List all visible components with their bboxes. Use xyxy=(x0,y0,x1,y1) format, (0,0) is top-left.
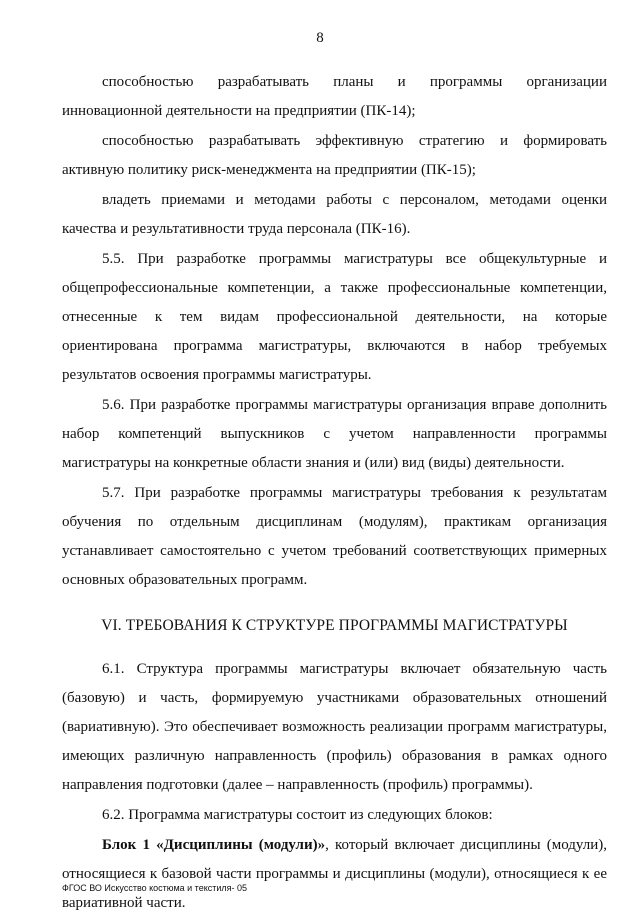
paragraph-6-1: 6.1. Структура программы магистратуры включает обязательную часть (базовую) и часть, формируемую участниками образовательных отношений (вариативную). Это обеспечивает возможность реализации программ магистратуры, имеющих различную направленность (профиль) образования в рамках одного направления подготовки (далее – направленность (профиль) программы). xyxy=(62,661,607,793)
paragraph-pk15: способностью разрабатывать эффективную стратегию и формировать активную политику риск-менеджмента на предприятии (ПК-15); xyxy=(62,133,607,178)
paragraph-5-5: 5.5. При разработке программы магистратуры все общекультурные и общепрофессиональные компетенции, а также профессиональные компетенции, отнесенные к тем видам профессиональной деятельности, на которые ориентирована программа магистратуры, включаются в набор требуемых результатов освоения программы магистратуры. xyxy=(62,251,607,383)
page-content xyxy=(62,68,607,919)
block-1-description: , который включает дисциплины (модули), относящиеся к базовой части программы и дисциплины (модули), относящиеся к ее вариативной части. xyxy=(62,837,608,911)
paragraph-6-2: 6.2. Программа магистратуры состоит из следующих блоков: xyxy=(102,807,493,823)
page-number: 8 xyxy=(316,30,324,46)
paragraph-pk14: способностью разрабатывать планы и программы организации инновационной деятельности на предприятии (ПК-14); xyxy=(62,74,607,119)
section-heading: VI. ТРЕБОВАНИЯ К СТРУКТУРЕ ПРОГРАММЫ МАГИСТРАТУРЫ xyxy=(101,617,568,634)
paragraph-pk16: владеть приемами и методами работы с персоналом, методами оценки качества и результативности труда персонала (ПК-16). xyxy=(62,192,607,237)
paragraph-5-6: 5.6. При разработке программы магистратуры организация вправе дополнить набор компетенций выпускников с учетом направленности программы магистратуры на конкретные области знания и (или) вид (виды) деятельности. xyxy=(62,397,607,471)
block-1-title: Блок 1 «Дисциплины (модули)» xyxy=(102,837,326,853)
paragraph-5-7: 5.7. При разработке программы магистратуры требования к результатам обучения по отдельным дисциплинам (модулям), практикам организация устанавливает самостоятельно с учетом требований соответствующих примерных основных образовательных программ. xyxy=(62,485,607,588)
document-footer: ФГОС ВО Искусство костюма и текстиля- 05 xyxy=(62,883,248,893)
